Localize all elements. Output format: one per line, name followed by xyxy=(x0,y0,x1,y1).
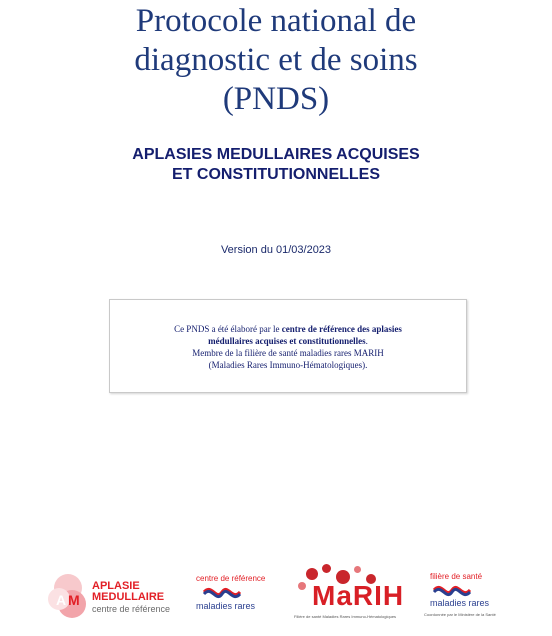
info-line xyxy=(110,335,466,347)
aplasie-line: APLASIE xyxy=(92,580,140,592)
title-line: (PNDS) xyxy=(222,81,330,117)
info-text-bold: centre de référence des aplasies xyxy=(281,324,402,334)
fsmr-line1: filière de santé xyxy=(430,572,483,581)
info-text: Ce PNDS a été élaboré par le xyxy=(174,324,282,334)
aplasie-medullaire-logo xyxy=(48,568,180,618)
info-box xyxy=(109,299,467,393)
document-subtitle xyxy=(0,145,552,185)
crmr-logo xyxy=(196,574,266,618)
fsmr-line2: maladies rares xyxy=(430,598,490,608)
fsmr-tagline: Coordonnée par le Ministère de la Santé xyxy=(424,612,496,617)
crmr-line2: maladies rares xyxy=(196,601,256,611)
ribbon-icon xyxy=(202,585,242,599)
subtitle-line: ET CONSTITUTIONNELLES xyxy=(172,166,380,183)
marih-logo xyxy=(292,562,416,624)
title-line: Protocole national de xyxy=(135,3,417,39)
cell-dot xyxy=(354,566,361,573)
marih-name: MaRIH xyxy=(312,580,405,611)
version-date: Version du 01/03/2023 xyxy=(220,244,332,256)
medullaire-line: MEDULLAIRE xyxy=(92,591,165,603)
info-line: Membre de la filière de santé maladies rares MARIH xyxy=(192,348,384,358)
info-text-bold: médullaires acquises et constitutionnelles xyxy=(208,336,366,346)
crmr-line1: centre de référence xyxy=(196,574,266,583)
info-line xyxy=(110,323,466,335)
am-initial-m: M xyxy=(68,592,80,608)
fsmr-logo xyxy=(424,572,504,622)
subtitle-line: APLASIES MEDULLAIRES ACQUISES xyxy=(132,146,420,163)
cell-dot xyxy=(298,582,306,590)
marih-tagline: Filière de santé Maladies Rares Immuno-Hématologiques xyxy=(294,614,397,619)
cell-dot xyxy=(322,564,331,573)
ribbon-icon xyxy=(432,583,472,597)
document-title xyxy=(0,2,552,119)
centre-reference-line: centre de référence xyxy=(92,604,171,614)
info-line: (Maladies Rares Immuno-Hématologiques). xyxy=(208,360,368,370)
info-text: . xyxy=(365,336,368,346)
cell-dot xyxy=(306,568,318,580)
title-line: diagnostic et de soins xyxy=(134,42,418,78)
partner-logos xyxy=(0,560,552,630)
am-initial-a: A xyxy=(56,592,67,608)
